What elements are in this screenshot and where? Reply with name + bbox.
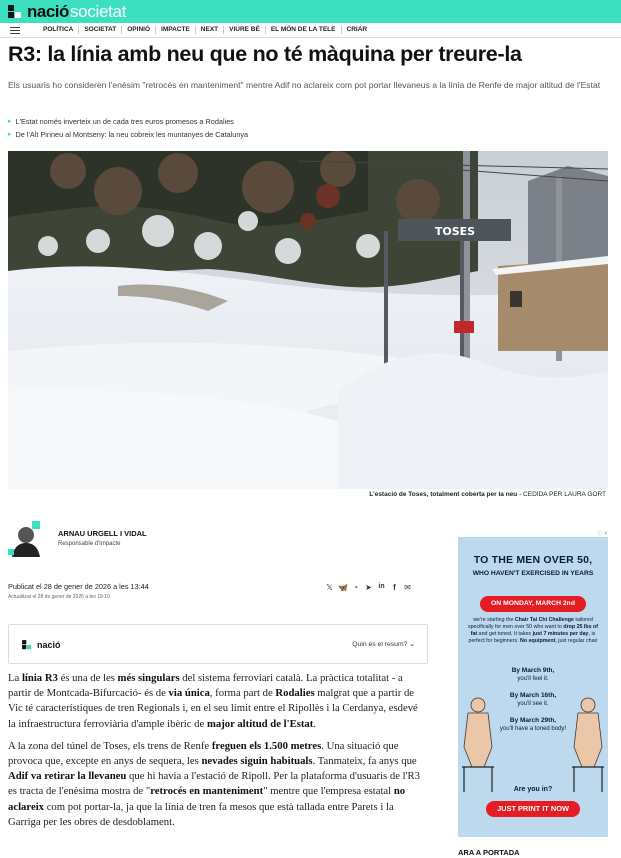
- related-link-text[interactable]: L'Estat només inverteix un de cada tres euros promesos a Rodalies: [15, 117, 234, 126]
- ad-question: Are you in?: [513, 786, 553, 793]
- summary-question[interactable]: Quin és el resum?: [352, 641, 408, 648]
- nacio-logo-icon[interactable]: [8, 5, 22, 19]
- arrow-right-icon: ▸: [8, 131, 12, 138]
- bluesky-icon[interactable]: 🦋: [338, 583, 348, 592]
- article-photo: [8, 151, 608, 489]
- station-sign-text: TOSES: [434, 225, 476, 238]
- ad-milestone: By March 29th, you'll have a toned body!: [499, 717, 567, 732]
- related-link[interactable]: [8, 115, 608, 128]
- nacio-logo-icon: [22, 640, 32, 650]
- author-block: [8, 519, 428, 559]
- sidebar-heading: ARA A PORTADA: [458, 848, 520, 857]
- summary-brand: nació: [37, 640, 61, 650]
- section-name[interactable]: societat: [69, 1, 127, 21]
- nav-item-politica[interactable]: POLÍTICA: [43, 26, 74, 33]
- nav-item-el-mon-de-la-tele[interactable]: EL MÓN DE LA TELE: [265, 26, 341, 34]
- nav-item-next[interactable]: NEXT: [195, 26, 223, 34]
- photo-caption: [8, 491, 606, 498]
- linkedin-icon[interactable]: in: [378, 583, 385, 590]
- related-link-text[interactable]: De l'Alt Pirineu al Montseny: la neu cobreix les muntanyes de Catalunya: [15, 130, 249, 139]
- publish-date: Publicat el 28 de gener de 2026 a les 13:44: [8, 582, 149, 591]
- nav-item-societat[interactable]: SOCIETAT: [78, 26, 121, 34]
- ad-subheadline: WHO HAVEN'T EXERCISED IN YEARS: [472, 570, 594, 577]
- nav-item-criar[interactable]: CRIAR: [341, 26, 373, 34]
- summary-toggle[interactable]: [352, 640, 415, 648]
- caption-credit: - CEDIDA PER LAURA GORT: [517, 491, 606, 498]
- summary-logo: [20, 638, 61, 652]
- email-icon[interactable]: ✉: [404, 583, 411, 592]
- nav-item-impacte[interactable]: IMPACTE: [155, 26, 195, 34]
- author-avatar[interactable]: [8, 521, 44, 557]
- ad-headline: TO THE MEN OVER 50,: [473, 554, 593, 566]
- update-date: Actualitzat el 28 de gener de 2026 a les 18:10: [8, 594, 110, 600]
- share-bar: [325, 583, 412, 592]
- related-links: [8, 115, 608, 141]
- brand-name[interactable]: nació: [27, 1, 69, 21]
- chevron-down-icon[interactable]: ⌄: [409, 641, 415, 648]
- facebook-icon[interactable]: f: [393, 583, 396, 592]
- hamburger-menu-icon[interactable]: [10, 27, 20, 34]
- telegram-icon[interactable]: ➤: [365, 583, 372, 592]
- summary-box[interactable]: [8, 624, 428, 664]
- x-icon[interactable]: 𝕏: [326, 583, 333, 592]
- arrow-right-icon: ▸: [8, 118, 12, 125]
- paragraph: A la zona del túnel de Toses, els trens de Renfe freguen els 1.500 metres. Una situació que provoca que, excepte en anys de sequera, les nevades siguin habituals. Tanmateix, fa anys que Adif va retirar la llevaneu que hi havia a l'estació de Ripoll. Per la plataforma d'usuaris de l'R3 es tracta de l'enèsima mostra de "retrocés en manteniment" mentre que l'empresa estatal no aclareix com pot portar-la, ja que la línia de tren fa mesos que està tallada entre Parets i la Garriga per les obres de desdoblament.: [8, 739, 421, 828]
- article-title: R3: la línia amb neu que no té màquina per treure-la: [8, 42, 522, 66]
- nav-item-opinio[interactable]: OPINIÓ: [121, 26, 155, 34]
- ad-milestone: By March 16th, you'll see it.: [509, 692, 557, 707]
- ad-date-button[interactable]: ON MONDAY, MARCH 2nd: [480, 596, 586, 612]
- advertisement[interactable]: [458, 537, 608, 837]
- caption-text: L'estació de Toses, totalment coberta per la neu: [369, 491, 518, 498]
- ad-choices-icon[interactable]: ⓘ ✕: [597, 531, 608, 537]
- paragraph: La línia R3 és una de les més singulars del sistema ferroviari català. La pràctica totalitat - a partir de Montcada-Bifurcació- és de via única, forma part de Rodalies malgrat que a partir de Vic té característiques de tren Regionals i, en el seu límit entre el Ripollès i la Cerdanya, esdevé la infraestructura ferroviària d'ample ibèric de major altitud de l'Estat.: [8, 672, 418, 730]
- ad-cta-button[interactable]: JUST PRINT IT NOW: [486, 801, 580, 817]
- ad-body: we're starting the Chair Tai Chi Challenge tailored specifically for men over 50 who want to drop 25 lbs of fat and get toned. It takes just 7 minutes per day, is perfect for beginners. No equipment, just regular chair: [467, 617, 599, 644]
- author-name[interactable]: ARNAU URGELL I VIDAL: [58, 529, 147, 538]
- related-link[interactable]: [8, 128, 608, 141]
- author-role: Responsable d'Impacte: [58, 541, 121, 547]
- article-body: [8, 671, 426, 837]
- article-subtitle: Els usuaris ho consideren l'enèsim "retrocés en manteniment" mentre Adif no aclareix com pot portar llevaneus a la línia de Renfe de major altitud de l'Estat: [8, 80, 601, 90]
- whatsapp-icon[interactable]: ◔: [353, 583, 358, 592]
- ad-milestone: By March 9th, you'll feel it.: [511, 667, 555, 682]
- top-bar: [0, 0, 621, 23]
- nav-bar: [0, 23, 621, 38]
- nav-item-viure-be[interactable]: VIURE BÉ: [223, 26, 265, 34]
